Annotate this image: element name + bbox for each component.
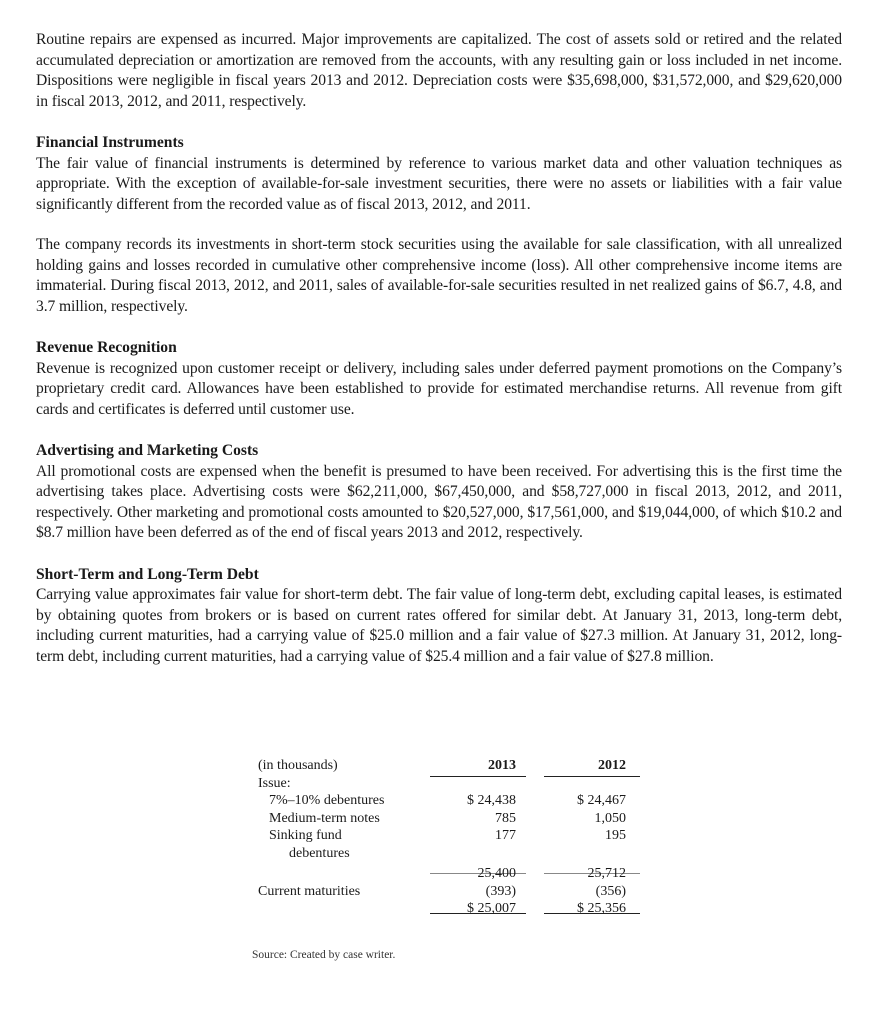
- debt-table: [258, 757, 638, 918]
- subtotal-2012: 25,712: [587, 866, 626, 881]
- value-2013: 177: [495, 828, 516, 843]
- value-2012: 195: [605, 828, 626, 843]
- source-note: Source: Created by case writer.: [252, 949, 396, 961]
- table-row: [258, 792, 638, 810]
- revenue-recognition-heading: Revenue Recognition: [36, 339, 177, 356]
- table-row: [258, 810, 638, 828]
- subtotal-row: [258, 865, 638, 883]
- financial-instruments-paragraph-2: The company records its investments in short-term stock securities using the available for sale classification, with all unrealized holding gains and losses recorded in cumulative other comprehensive income (loss). All other comprehensive income items are immaterial. During fiscal 2013, 2012, and 2011, sales of available-for-sale securities resulted in net realized gains of $6.7, 4.8, and 3.7 million, respectively.: [36, 236, 842, 315]
- depreciation-paragraph: Routine repairs are expensed as incurred. Major improvements are capitalized. The cost of assets sold or retired and the related accumulated depreciation or amortization are removed from the accounts, with any resulting gain or loss included in net income. Dispositions were negligible in fiscal years 2013 and 2012. Depreciation costs were $35,698,000, $31,572,000, and $29,620,000 in fiscal 2013, 2012, and 2011, respectively.: [36, 31, 842, 110]
- total-row: [258, 900, 638, 918]
- value-2012: $ 24,467: [577, 793, 626, 808]
- row-label: Medium-term notes: [269, 810, 380, 826]
- advertising-section: [36, 441, 842, 544]
- advertising-paragraph: All promotional costs are expensed when the benefit is presumed to have been received. For advertising this is the first time the advertising takes place. Advertising costs were $62,211,000, $67,450,000, and $58,727,000 in fiscal 2013, 2012, and 2011, respectively. Other marketing and promotional costs amounted to $20,527,000, $17,561,000, and $19,044,000, of which $10.2 and $8.7 million have been deferred as of the end of fiscal years 2013 and 2012, respectively.: [36, 462, 842, 541]
- document-body: [36, 30, 842, 688]
- value-2013: $ 24,438: [467, 793, 516, 808]
- table-row: [258, 845, 638, 863]
- debt-paragraph: Carrying value approximates fair value for short-term debt. The fair value of long-term debt, excluding capital leases, is estimated by obtaining quotes from brokers or is based on current rates offered for similar debt. At January 31, 2013, long-term debt, including current maturities, had a carrying value of $25.0 million and a fair value of $27.3 million. At January 31, 2012, long-term debt, including current maturities, had a carrying value of $25.4 million and a fair value of $27.8 million.: [36, 586, 842, 665]
- row-label: debentures: [289, 845, 350, 861]
- current-maturities-2012: (356): [595, 883, 626, 899]
- revenue-recognition-section: [36, 338, 842, 420]
- debt-heading: Short-Term and Long-Term Debt: [36, 565, 259, 583]
- total-2013: $ 25,007: [467, 901, 516, 916]
- column-header-2012: 2012: [598, 758, 626, 773]
- current-maturities-row: [258, 883, 638, 901]
- table-header-row: [258, 757, 638, 775]
- table-row: [258, 827, 638, 845]
- financial-instruments-section: [36, 133, 842, 317]
- value-2012: 1,050: [594, 810, 626, 826]
- revenue-recognition-paragraph: Revenue is recognized upon customer receipt or delivery, including sales under deferred payment promotions on the Company’s proprietary credit card. Allowances have been established to provide for estimated merchandise returns. All revenue from gift cards and certificates is deferred until customer use.: [36, 359, 842, 418]
- value-2013: 785: [495, 810, 516, 826]
- total-2012: $ 25,356: [577, 901, 626, 916]
- financial-instruments-heading: Financial Instruments: [36, 134, 184, 151]
- row-label: 7%–10% debentures: [269, 793, 385, 808]
- issue-row: [258, 775, 638, 793]
- depreciation-section: [36, 30, 842, 112]
- issue-label: Issue:: [258, 775, 291, 791]
- unit-label: (in thousands): [258, 758, 338, 773]
- subtotal-2013: 25,400: [477, 866, 516, 881]
- debt-section: [36, 565, 842, 668]
- column-header-2013: 2013: [488, 758, 516, 773]
- financial-instruments-paragraph-1: The fair value of financial instruments is determined by reference to various market data and other valuation techniques as appropriate. With the exception of available-for-sale investment securities, there were no assets or liabilities with a fair value significantly different from the recorded value as of fiscal 2013, 2012, and 2011.: [36, 154, 842, 213]
- current-maturities-2013: (393): [485, 883, 516, 899]
- row-label: Sinking fund: [269, 828, 342, 843]
- current-maturities-label: Current maturities: [258, 883, 361, 899]
- advertising-heading: Advertising and Marketing Costs: [36, 442, 259, 459]
